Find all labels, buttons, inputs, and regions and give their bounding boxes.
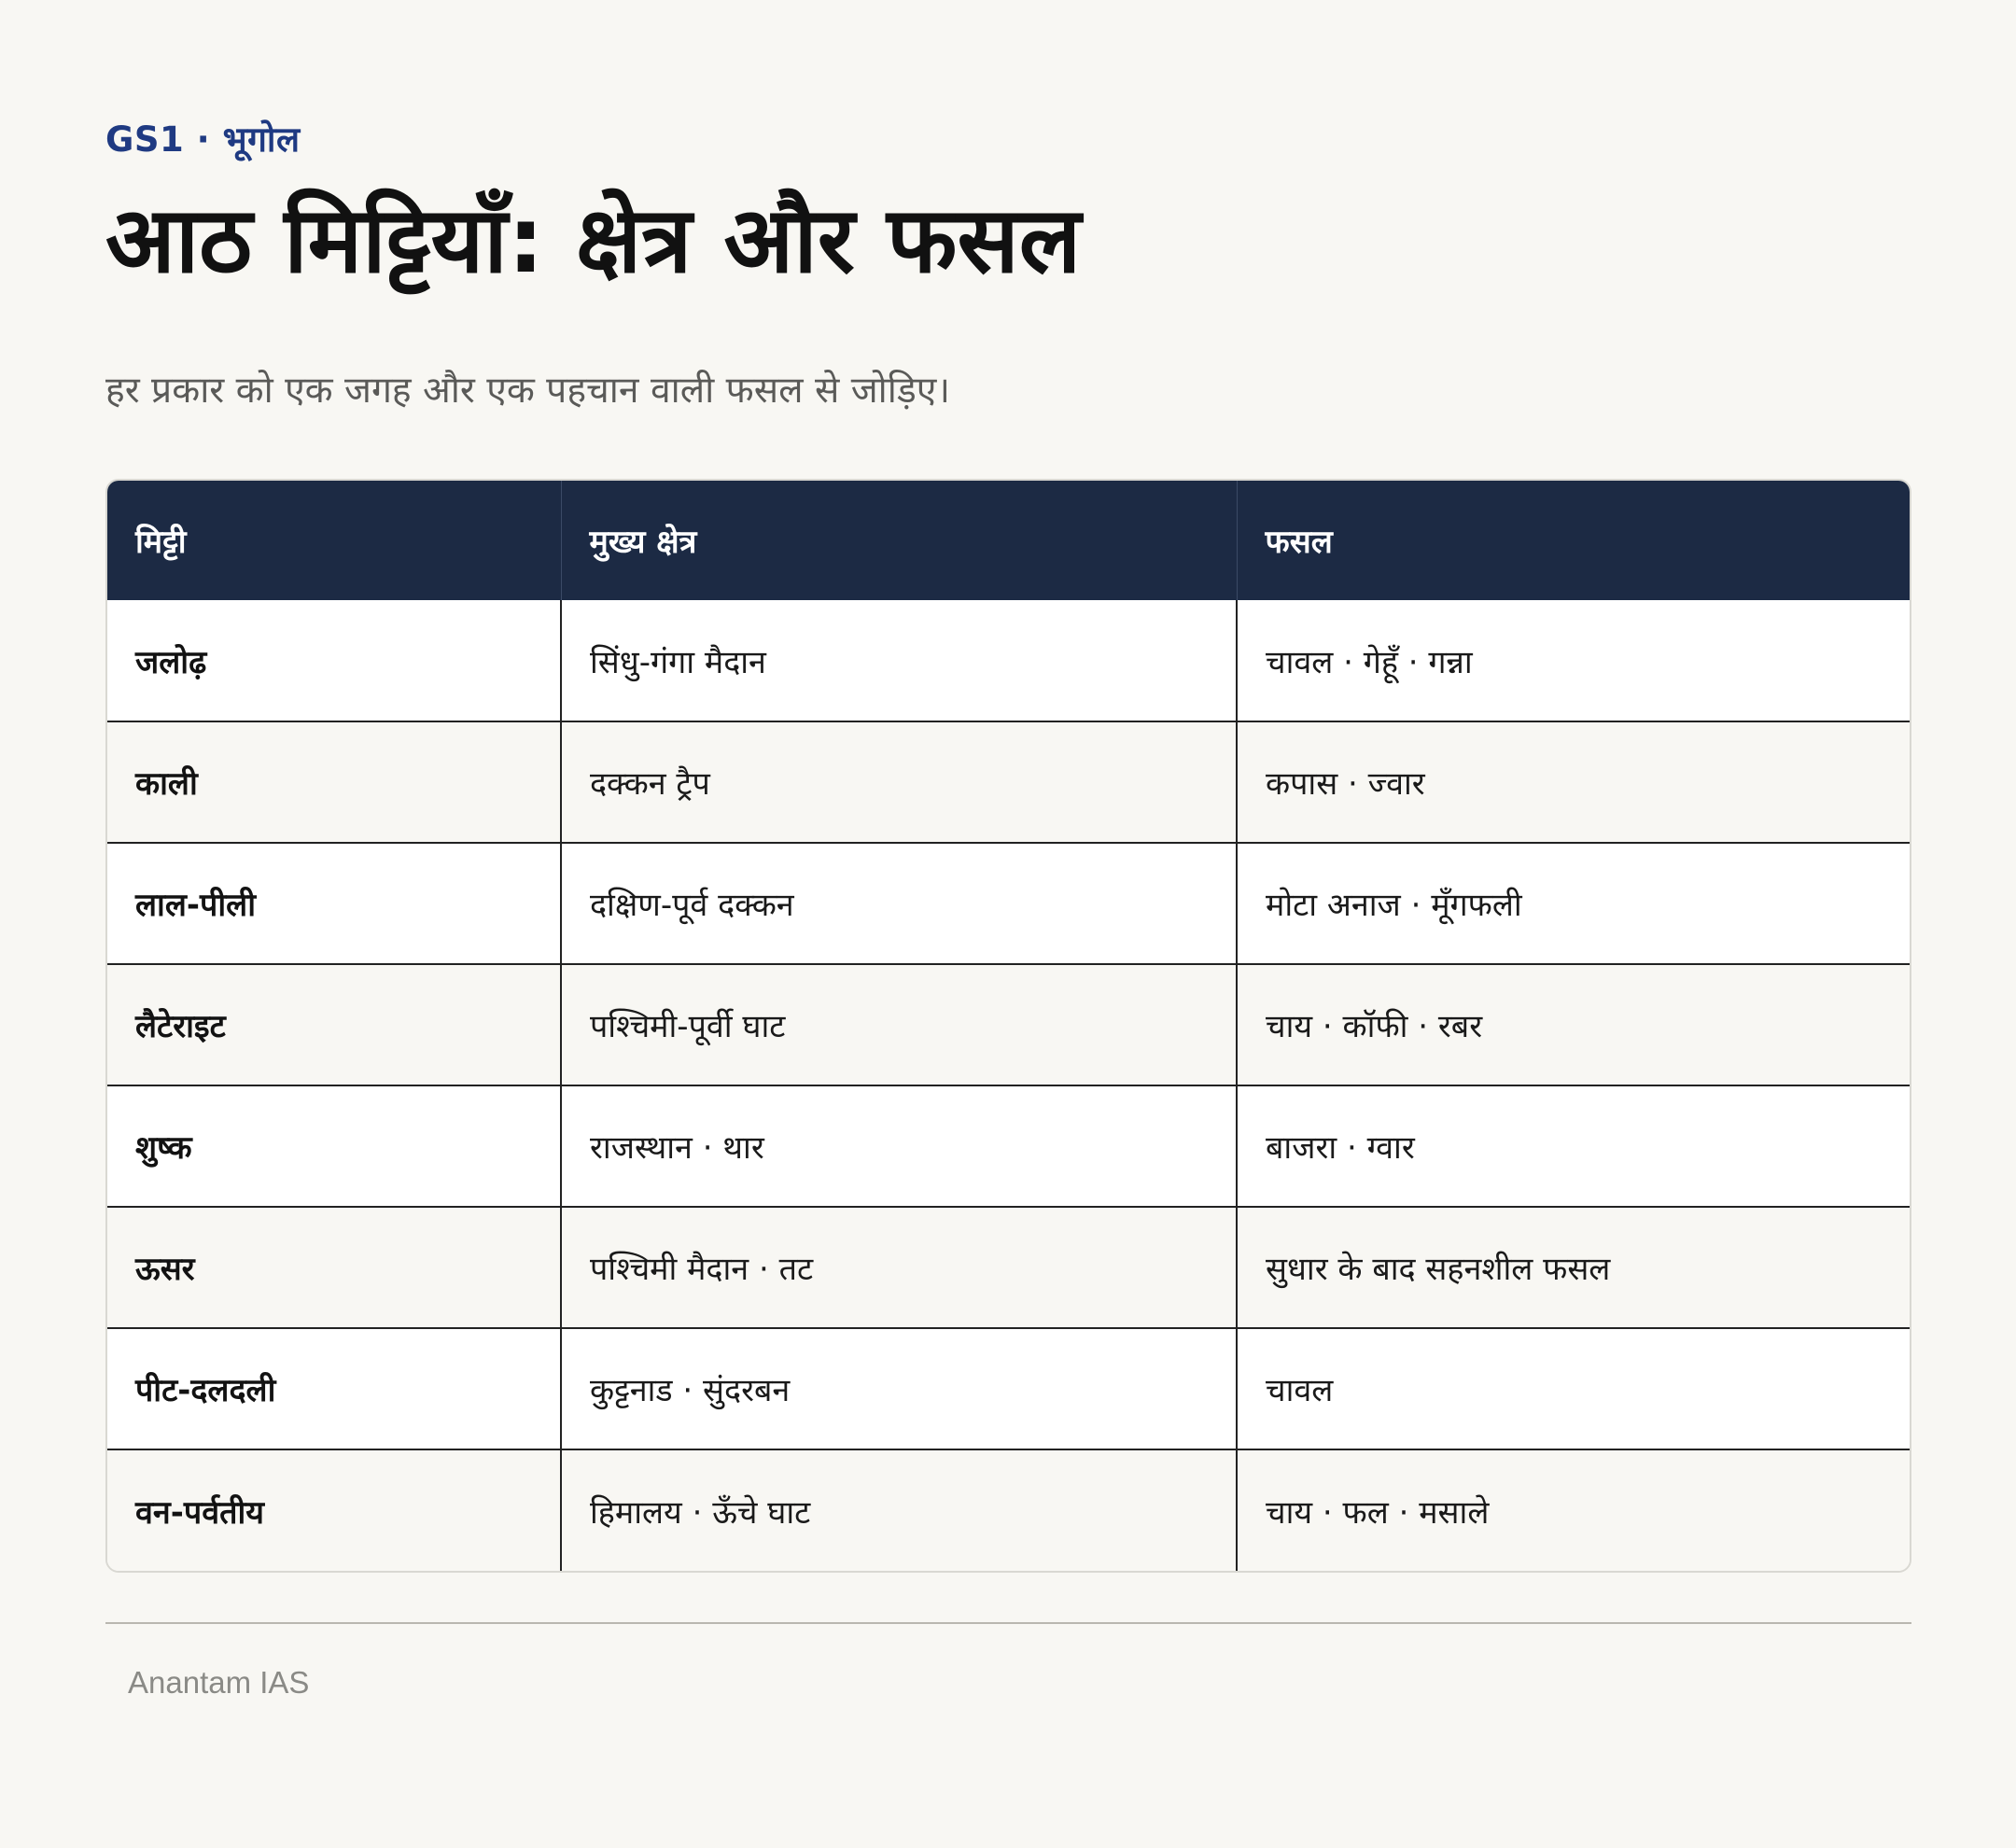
table-row xyxy=(107,721,1910,843)
crop-cell: चावल · गेहूँ · गन्ना xyxy=(1237,600,1910,721)
footer-divider xyxy=(105,1622,1911,1624)
crop-cell: सुधार के बाद सहनशील फसल xyxy=(1237,1207,1910,1328)
soil-table xyxy=(107,481,1910,1571)
table-row xyxy=(107,1328,1910,1449)
soil-cell: वन-पर्वतीय xyxy=(107,1449,561,1571)
table-row xyxy=(107,1449,1910,1571)
region-cell: हिमालय · ऊँचे घाट xyxy=(561,1449,1237,1571)
column-header-soil: मिट्टी xyxy=(107,481,561,600)
page-subtitle: हर प्रकार को एक जगह और एक पहचान वाली फसल से जोड़िए। xyxy=(105,370,951,412)
region-cell: पश्चिमी-पूर्वी घाट xyxy=(561,964,1237,1085)
crop-cell: चावल xyxy=(1237,1328,1910,1449)
table-row xyxy=(107,1207,1910,1328)
region-cell: राजस्थान · थार xyxy=(561,1085,1237,1207)
region-cell: दक्षिण-पूर्व दक्कन xyxy=(561,843,1237,964)
table-row xyxy=(107,600,1910,721)
region-cell: पश्चिमी मैदान · तट xyxy=(561,1207,1237,1328)
region-cell: कुट्टनाड · सुंदरबन xyxy=(561,1328,1237,1449)
table-row xyxy=(107,1085,1910,1207)
soil-cell: ऊसर xyxy=(107,1207,561,1328)
page-title: आठ मिट्टियाँ: क्षेत्र और फसल xyxy=(105,188,1082,294)
crop-cell: बाजरा · ग्वार xyxy=(1237,1085,1910,1207)
soil-cell: पीट-दलदली xyxy=(107,1328,561,1449)
soil-cell: काली xyxy=(107,721,561,843)
soil-cell: शुष्क xyxy=(107,1085,561,1207)
footer-brand: Anantam IAS xyxy=(128,1665,310,1700)
soil-table-card xyxy=(105,479,1911,1573)
table-header-row xyxy=(107,481,1910,600)
soil-cell: लाल-पीली xyxy=(107,843,561,964)
soil-cell: लैटेराइट xyxy=(107,964,561,1085)
region-cell: सिंधु-गंगा मैदान xyxy=(561,600,1237,721)
crop-cell: कपास · ज्वार xyxy=(1237,721,1910,843)
eyebrow-label: GS1 · भूगोल xyxy=(105,119,301,160)
region-cell: दक्कन ट्रैप xyxy=(561,721,1237,843)
column-header-crop: फसल xyxy=(1237,481,1910,600)
table-row xyxy=(107,843,1910,964)
crop-cell: चाय · फल · मसाले xyxy=(1237,1449,1910,1571)
crop-cell: मोटा अनाज · मूँगफली xyxy=(1237,843,1910,964)
table-row xyxy=(107,964,1910,1085)
crop-cell: चाय · कॉफी · रबर xyxy=(1237,964,1910,1085)
soil-cell: जलोढ़ xyxy=(107,600,561,721)
column-header-region: मुख्य क्षेत्र xyxy=(561,481,1237,600)
